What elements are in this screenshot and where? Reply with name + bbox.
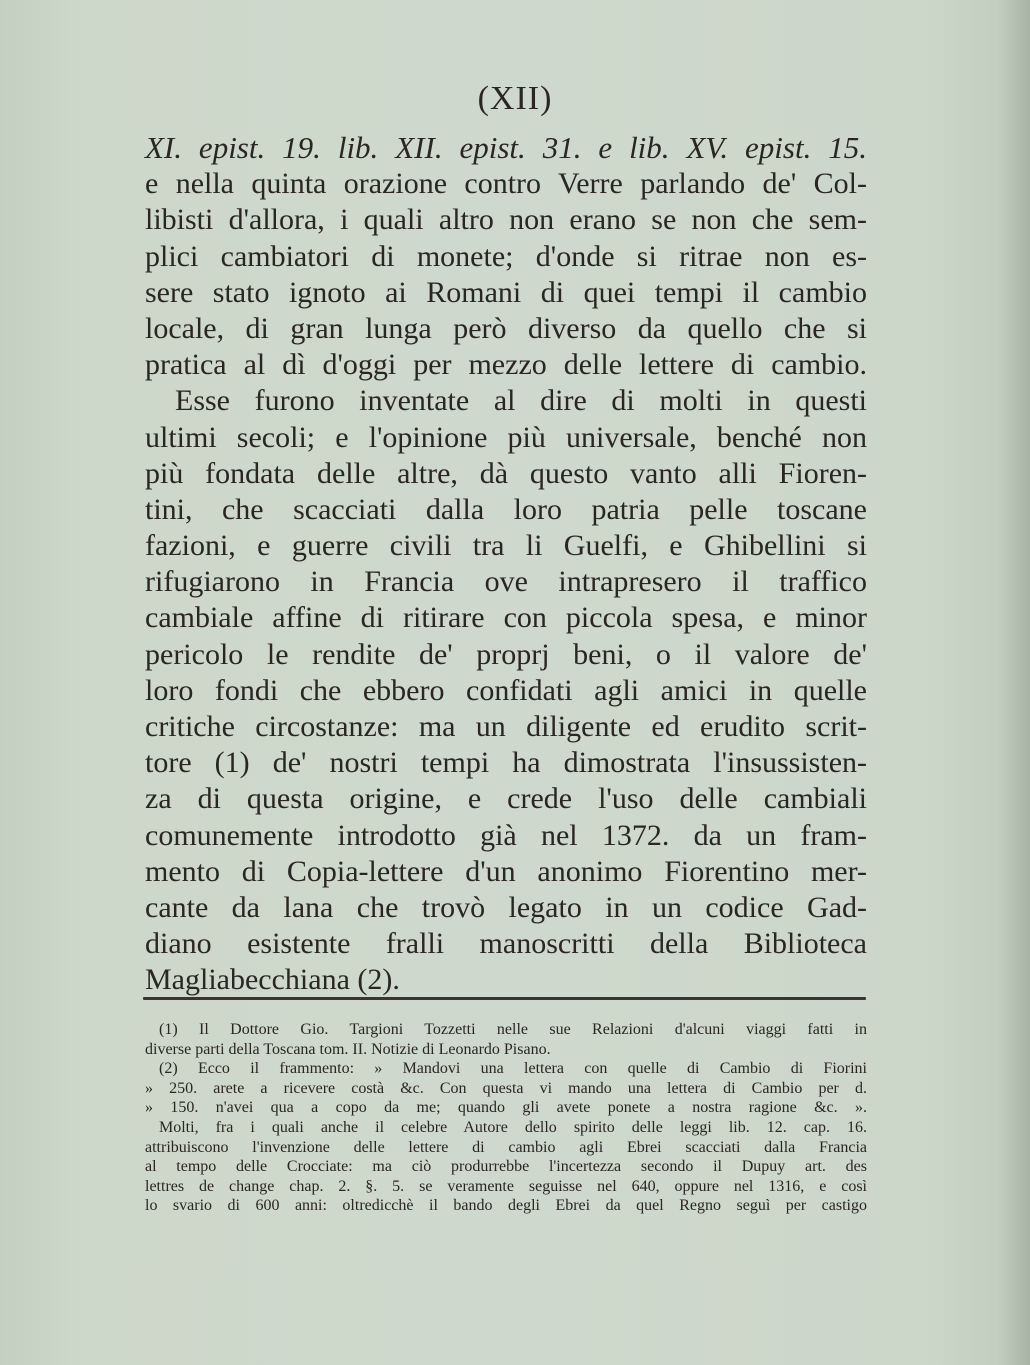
text-line: tini, che scacciati dalla loro patria pelle toscane <box>145 492 867 526</box>
footnote-line: Molti, fra i quali anche il celebre Autore dello spirito delle leggi lib. 12. cap. 16. <box>159 1118 867 1136</box>
text-line: XI. epist. 19. lib. XII. epist. 31. e lib. XV. epist. 15. <box>145 130 867 165</box>
footnote-line: diverse parti della Toscana tom. II. Notizie di Leonardo Pisano. <box>145 1040 551 1058</box>
text-line: pratica al dì d'oggi per mezzo delle lettere di cambio. <box>145 348 867 382</box>
text-line: Magliabecchiana (2). <box>145 963 400 997</box>
text-line: e nella quinta orazione contro Verre parlando de' Col- <box>145 167 867 201</box>
text-line: loro fondi che ebbero confidati agli amici in quelle <box>145 673 867 707</box>
text-line: critiche circostanze: ma un diligente ed erudito scrit- <box>145 710 867 743</box>
text-line: cambiale affine di ritirare con piccola spesa, e minor <box>145 601 867 635</box>
footnote-line: » 150. n'avei qua a copo da me; quando gli avete ponete a nostra ragione &c. ». <box>145 1099 867 1117</box>
text-line: più fondata delle altre, dà questo vanto alli Fioren- <box>145 456 867 490</box>
text-line: pericolo le rendite de' proprj beni, o il valore de' <box>145 637 867 671</box>
text-line: rifugiarono in Francia ove intrapresero il traffico <box>145 565 867 599</box>
page-number: (XII) <box>477 80 553 117</box>
text-line: tore (1) de' nostri tempi ha dimostrata l'insussisten- <box>145 746 867 780</box>
text-line: sere stato ignoto ai Romani di quei tempi il cambio <box>145 275 867 309</box>
footnote-line: (1) Il Dottore Gio. Targioni Tozzetti nelle sue Relazioni d'alcuni viaggi fatti in <box>159 1021 867 1038</box>
footnotes <box>145 1020 867 1216</box>
footnote-line: al tempo delle Crocciate: ma ciò produrrebbe l'incertezza secondo il Dupuy art. des <box>145 1158 867 1176</box>
text-line: mento di Copia-lettere d'un anonimo Fiorentino mer- <box>145 854 867 888</box>
text-line: cante da lana che trovò legato in un codice Gad- <box>145 890 867 924</box>
text-line: diano esistente fralli manoscritti della Biblioteca <box>145 927 867 961</box>
text-line: Esse furono inventate al dire di molti in questi <box>175 384 867 418</box>
text-line: comunemente introdotto già nel 1372. da un fram- <box>145 818 867 852</box>
footnote-line: » 250. arete a ricevere costà &c. Con questa vi mando una lettera di Cambio per d. <box>145 1079 867 1097</box>
footnote-line: (2) Ecco il frammento: » Mandovi una lettera con quelle di Cambio di Fiorini <box>159 1060 867 1078</box>
page-gutter-shadow <box>998 0 1030 1365</box>
main-text <box>145 130 867 999</box>
text-line: ultimi secoli; e l'opinione più universale, benché non <box>145 420 867 454</box>
text-line: libisti d'allora, i quali altro non erano se non che sem- <box>145 203 867 237</box>
text-line: za di questa origine, e crede l'uso delle cambiali <box>145 782 867 816</box>
footnote-line: attribuiscono l'invenzione delle lettere di cambio agli Ebrei scacciati dalla Francia <box>145 1138 867 1156</box>
footnote-line: lo svario di 600 anni: oltredicchè il bando degli Ebrei da quel Regno seguì per castigo <box>145 1197 867 1215</box>
text-line: locale, di gran lunga però diverso da quello che si <box>145 311 867 345</box>
footnote-divider <box>143 997 866 1000</box>
footnote-line: lettres de change chap. 2. §. 5. se veramente seguisse nel 640, oppure nel 1316, e così <box>145 1177 867 1195</box>
text-line: fazioni, e guerre civili tra li Guelfi, e Ghibellini si <box>145 529 867 563</box>
text-line: plici cambiatori di monete; d'onde si ritrae non es- <box>145 239 867 273</box>
